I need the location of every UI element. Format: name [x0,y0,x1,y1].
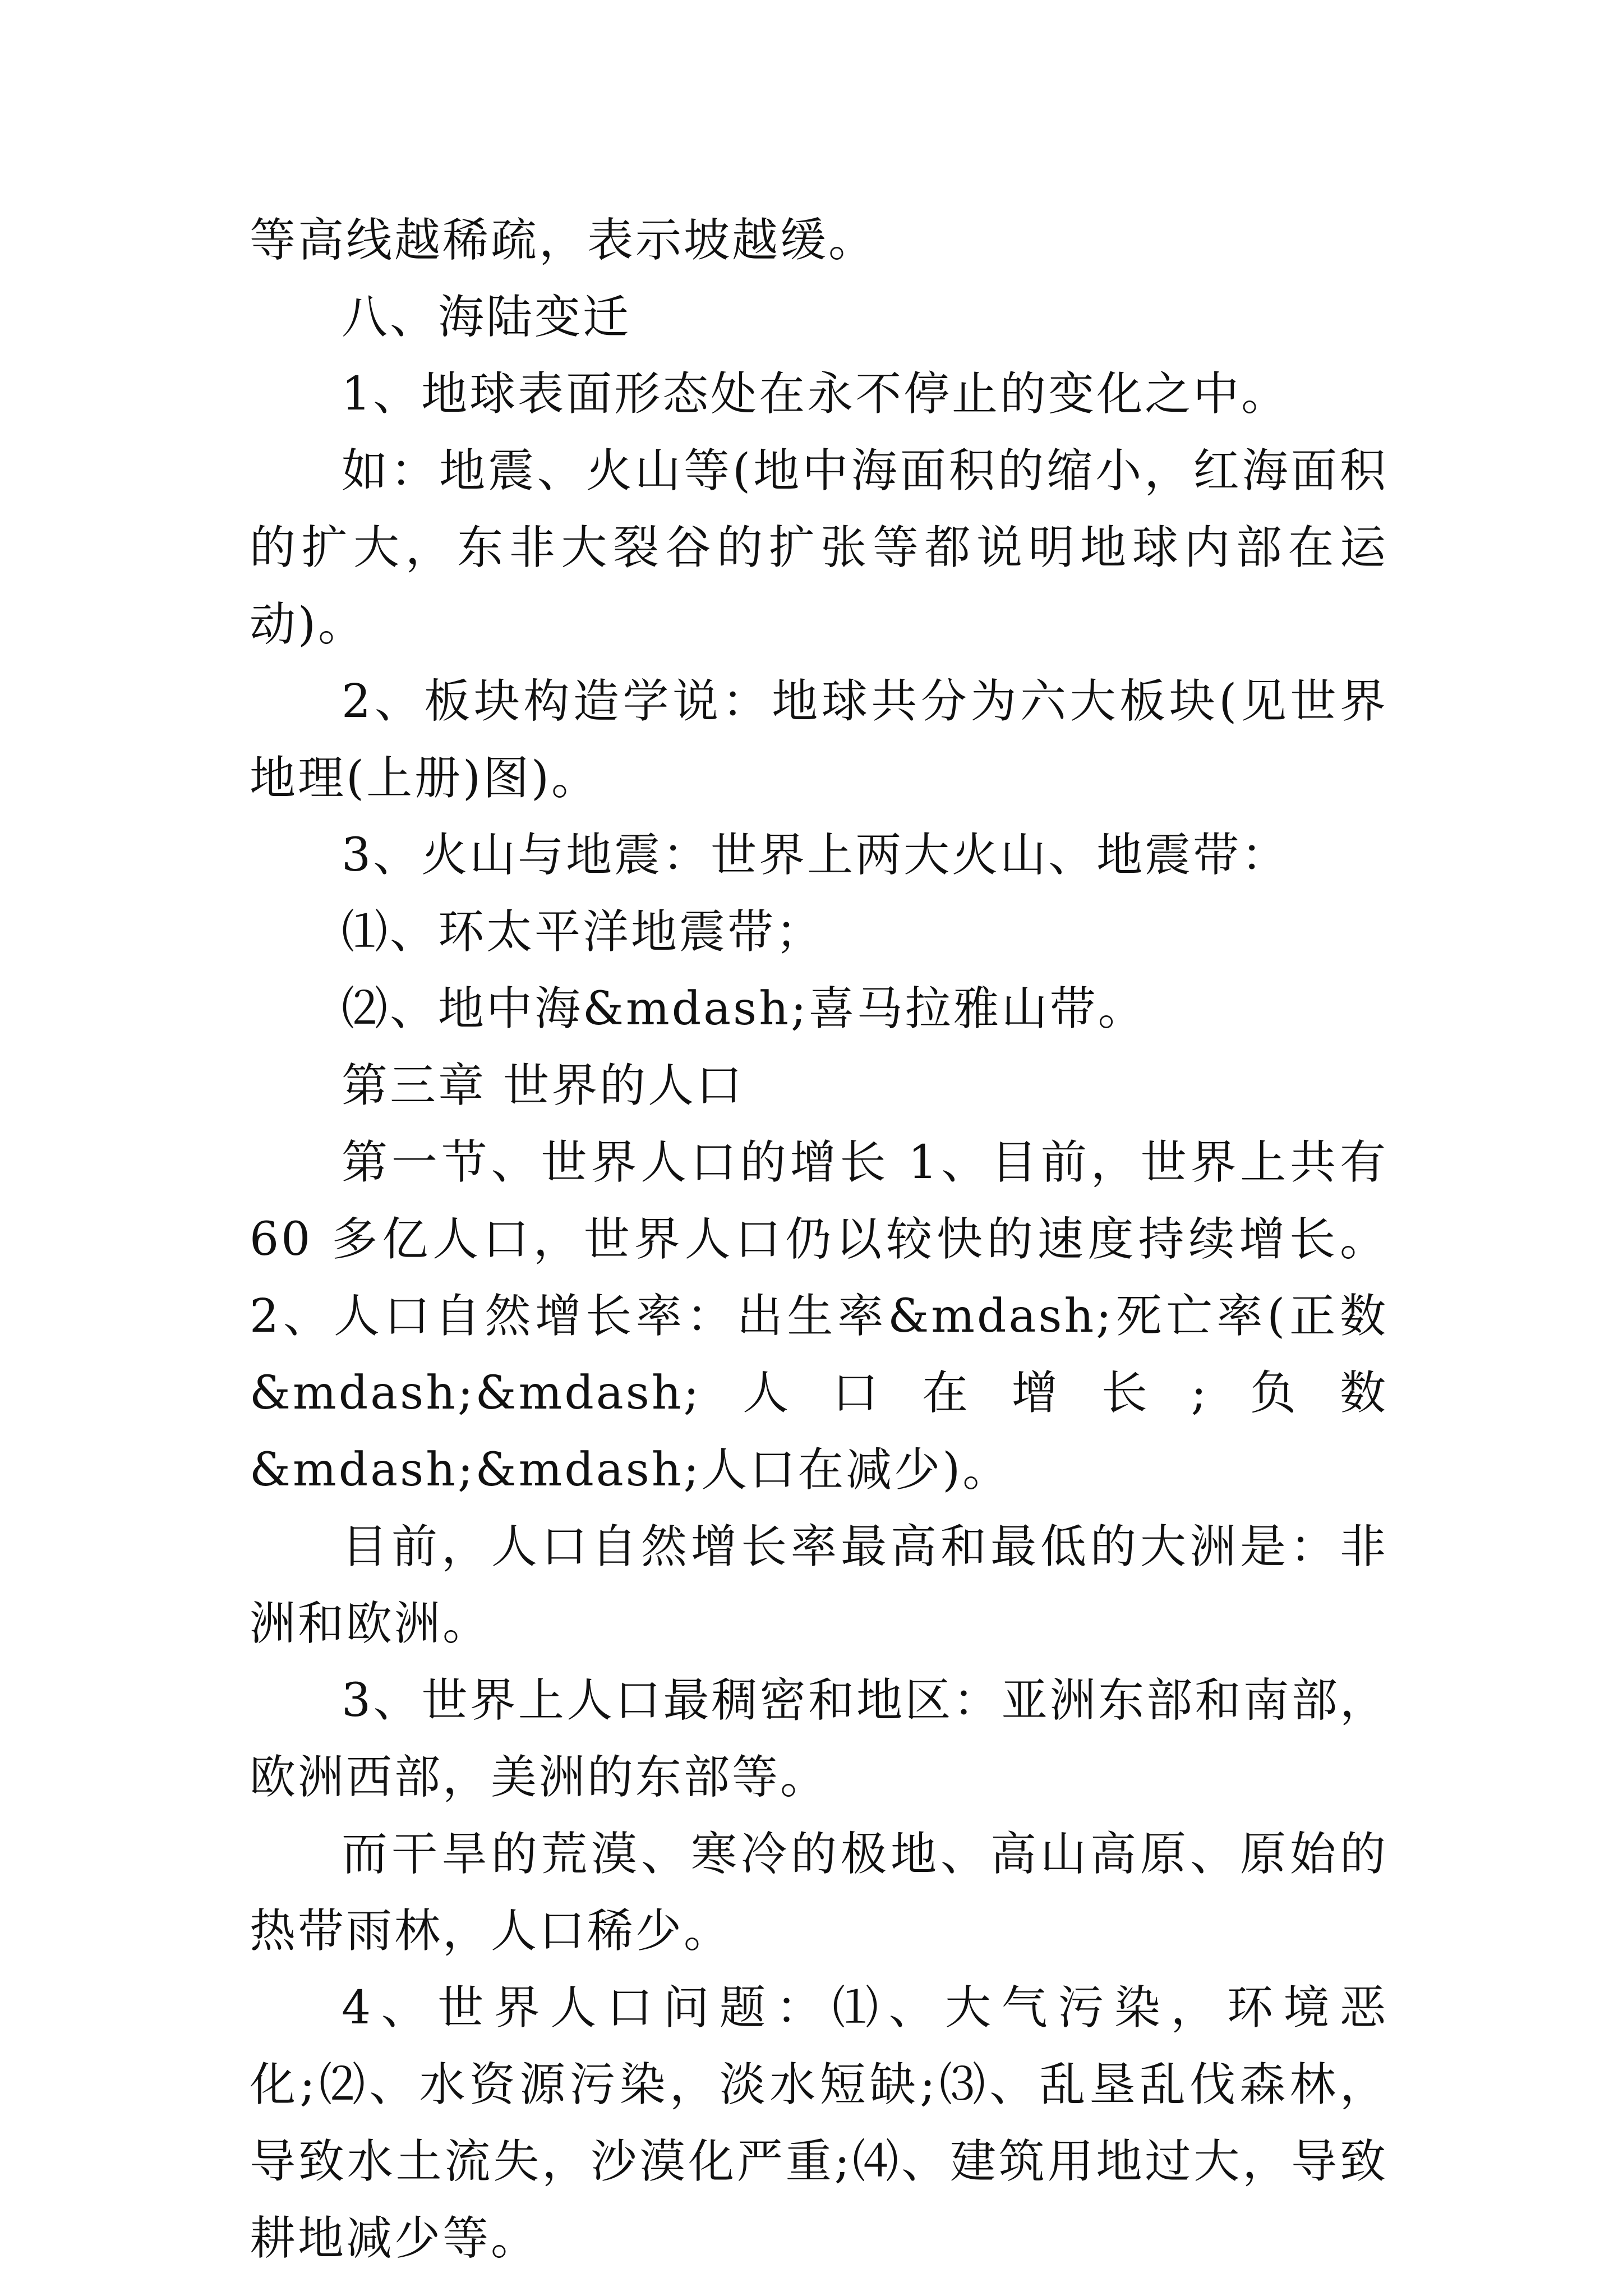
paragraph-dense-regions: 3、世界上人口最稠密和地区：亚洲东部和南部，欧洲西部，美洲的东部等。 [250,1674,1388,1804]
paragraph-surface-change: 1、地球表面形态处在永不停止的变化之中。 [342,367,1290,421]
paragraph-contour-sparse: 等高线越稀疏，表示坡越缓。 [250,214,877,267]
paragraph-plate-tectonics: 2、板块构造学说：地球共分为六大板块(见世界地理(上册)图)。 [250,675,1388,805]
paragraph-population-growth: 第一节、世界人口的增长 1、目前，世界上共有 60 多亿人口，世界人口仍以较快的速度持续增长。2、人口自然增长率：出生率&mdash;死亡率(正数&mdash;&mdash;人口在增长;负数&mdash;&mdash;人口在减少)。 [250,1136,1388,1497]
heading-sea-land-change: 八、海陆变迁 [342,291,631,344]
document-page [250,202,1388,2277]
paragraph-growth-rate-continents: 目前，人口自然增长率最高和最低的大洲是：非洲和欧洲。 [250,1520,1388,1650]
heading-chapter-three: 第三章 世界的人口 [342,1059,745,1112]
list-item-pacific-belt: ⑴、环太平洋地震带； [342,905,824,959]
paragraph-examples: 如：地震、火山等(地中海面积的缩小，红海面积的扩大，东非大裂谷的扩张等都说明地球内部在运动)。 [250,444,1388,651]
paragraph-sparse-regions: 而干旱的荒漠、寒冷的极地、高山高原、原始的热带雨林，人口稀少。 [250,1828,1388,1958]
paragraph-volcano-earthquake: 3、火山与地震：世界上两大火山、地震带： [342,829,1290,882]
paragraph-population-problems: 4、世界人口问题：⑴、大气污染，环境恶化;⑵、水资源污染，淡水短缺;⑶、乱垦乱伐森林，导致水土流失，沙漠化严重;⑷、建筑用地过大，导致耕地减少等。 [250,1981,1388,2265]
list-item-mediterranean-belt: ⑵、地中海&mdash;喜马拉雅山带。 [342,982,1146,1036]
